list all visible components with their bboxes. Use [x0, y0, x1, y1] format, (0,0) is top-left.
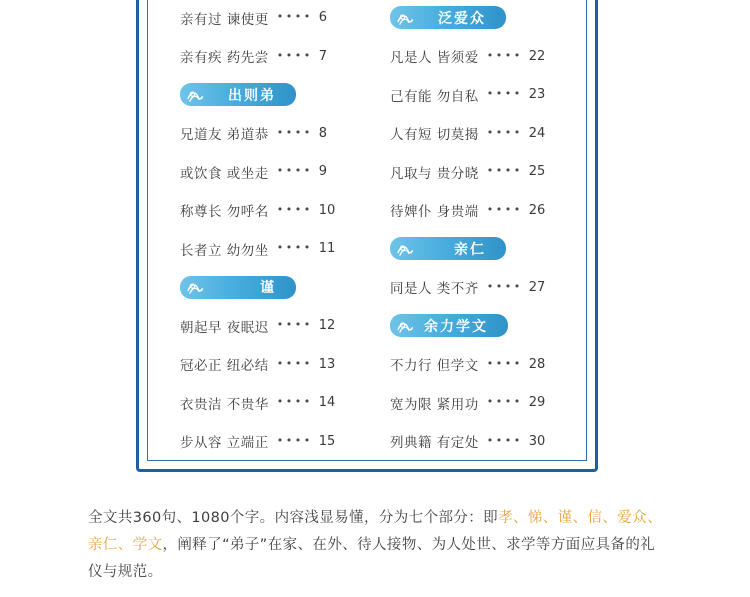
toc-entry[interactable]	[180, 191, 366, 230]
toc-entry-title: 或饮食 或坐走	[180, 165, 269, 182]
toc-entry-title: 宽为限 紧用功	[390, 396, 479, 413]
toc-section-heading	[180, 268, 366, 307]
toc-entry-title: 同是人 类不齐	[390, 281, 479, 298]
section-banner-label: 亲仁	[454, 241, 486, 258]
wave-icon	[396, 318, 418, 334]
summary-part-2: ，阐释了“弟子”在家、在外、待人接物、为人处世、求学等方面	[162, 537, 581, 553]
toc-entry[interactable]	[390, 191, 576, 230]
section-banner	[180, 276, 296, 299]
toc-entry[interactable]	[180, 114, 366, 153]
toc-entry-page-number: 10	[318, 202, 336, 218]
toc-entry[interactable]	[180, 0, 366, 37]
toc-entry-dots: ••••	[276, 395, 313, 409]
toc-entry-page-number: 27	[528, 279, 546, 295]
toc-entry-title: 凡是人 皆须爱	[390, 50, 479, 67]
section-banner	[390, 6, 506, 29]
section-banner-label: 谨	[260, 280, 276, 297]
toc-entry-title: 兄道友 弟道恭	[180, 127, 269, 144]
toc-entry-title: 衣贵洁 不贵华	[180, 396, 269, 413]
toc-entry-dots: ••••	[276, 125, 313, 139]
table-of-contents-inner-frame	[147, 0, 587, 461]
toc-section-heading	[390, 307, 576, 346]
toc-entry-page-number: 30	[528, 433, 546, 449]
toc-section-heading	[180, 76, 366, 115]
toc-entry-dots: ••••	[276, 318, 313, 332]
wave-icon	[396, 241, 418, 257]
summary-highlight-1: 孝、悌、谨、信、	[498, 510, 618, 526]
toc-entry-title: 凡取与 贵分晓	[390, 165, 479, 182]
section-banner	[180, 83, 296, 106]
wave-icon	[396, 10, 418, 26]
toc-entry[interactable]	[390, 384, 576, 423]
summary-highlight-2: 爱众、亲仁、学文	[88, 510, 662, 553]
toc-entry-title: 不力行 但学文	[390, 358, 479, 375]
toc-entry-dots: ••••	[486, 164, 523, 178]
toc-entry-dots: ••••	[486, 202, 523, 216]
toc-column-right	[366, 0, 576, 460]
toc-entry-page-number: 7	[318, 48, 328, 64]
wave-icon	[186, 87, 208, 103]
toc-columns	[148, 0, 586, 460]
toc-entry-page-number: 9	[318, 164, 328, 180]
toc-entry[interactable]	[180, 153, 366, 192]
toc-entry[interactable]	[180, 422, 366, 461]
toc-entry-title: 长者立 幼勿坐	[180, 242, 269, 259]
toc-entry[interactable]	[390, 114, 576, 153]
toc-entry[interactable]	[390, 76, 576, 115]
toc-entry-page-number: 29	[528, 395, 546, 411]
wave-icon	[186, 279, 208, 295]
toc-section-heading	[390, 0, 576, 37]
toc-entry[interactable]	[390, 422, 576, 461]
table-of-contents-card	[136, 0, 598, 472]
section-banner-label: 余力学文	[424, 318, 488, 335]
toc-entry-page-number: 22	[528, 48, 546, 64]
summary-part-1: 全文共360句、1080个字。内容浅显易懂，分为七个部分：即	[88, 510, 499, 526]
toc-entry-page-number: 8	[318, 125, 328, 141]
toc-entry-dots: ••••	[276, 10, 313, 24]
toc-entry-title: 冠必正 纽必结	[180, 358, 269, 375]
toc-entry-dots: ••••	[486, 87, 523, 101]
toc-entry[interactable]	[180, 345, 366, 384]
toc-entry-page-number: 6	[318, 10, 328, 26]
toc-entry-page-number: 15	[318, 433, 336, 449]
toc-entry-page-number: 11	[318, 241, 336, 257]
toc-entry-title: 列典籍 有定处	[390, 435, 479, 452]
toc-entry[interactable]	[390, 268, 576, 307]
section-banner	[390, 314, 508, 337]
toc-entry-title: 步从容 立端正	[180, 435, 269, 452]
toc-entry[interactable]	[180, 384, 366, 423]
toc-entry-dots: ••••	[486, 125, 523, 139]
section-banner-label: 泛爱众	[438, 10, 486, 27]
toc-entry-dots: ••••	[486, 279, 523, 293]
toc-entry-dots: ••••	[276, 164, 313, 178]
toc-entry-title: 朝起早 夜眠迟	[180, 319, 269, 336]
toc-entry-page-number: 28	[528, 356, 546, 372]
toc-section-heading	[390, 230, 576, 269]
toc-entry[interactable]	[180, 230, 366, 269]
toc-entry[interactable]	[390, 37, 576, 76]
toc-column-left	[158, 0, 366, 460]
toc-entry-dots: ••••	[276, 356, 313, 370]
toc-entry-page-number: 26	[528, 202, 546, 218]
toc-entry[interactable]	[390, 345, 576, 384]
section-banner	[390, 237, 506, 260]
toc-entry[interactable]	[180, 307, 366, 346]
toc-entry-page-number: 25	[528, 164, 546, 180]
toc-entry-dots: ••••	[276, 433, 313, 447]
toc-entry-dots: ••••	[276, 48, 313, 62]
toc-entry-page-number: 23	[528, 87, 546, 103]
toc-entry[interactable]	[180, 37, 366, 76]
toc-entry-title: 人有短 切莫揭	[390, 127, 479, 144]
section-banner-label: 出则弟	[228, 87, 276, 104]
summary-part-3: 应具备的礼仪与规范。	[88, 537, 656, 580]
toc-entry-dots: ••••	[276, 241, 313, 255]
toc-entry-dots: ••••	[486, 395, 523, 409]
summary-paragraph	[88, 505, 668, 586]
toc-entry-dots: ••••	[486, 48, 523, 62]
toc-entry-title: 亲有过 谏使更	[180, 11, 269, 28]
toc-entry-page-number: 12	[318, 318, 336, 334]
toc-entry-page-number: 13	[318, 356, 336, 372]
toc-entry-page-number: 14	[318, 395, 336, 411]
toc-entry[interactable]	[390, 153, 576, 192]
toc-entry-dots: ••••	[486, 356, 523, 370]
toc-entry-page-number: 24	[528, 125, 546, 141]
toc-entry-title: 亲有疾 药先尝	[180, 50, 269, 67]
toc-entry-title: 称尊长 勿呼名	[180, 204, 269, 221]
toc-entry-title: 己有能 勿自私	[390, 88, 479, 105]
toc-entry-dots: ••••	[276, 202, 313, 216]
toc-entry-title: 待婢仆 身贵端	[390, 204, 479, 221]
toc-entry-dots: ••••	[486, 433, 523, 447]
